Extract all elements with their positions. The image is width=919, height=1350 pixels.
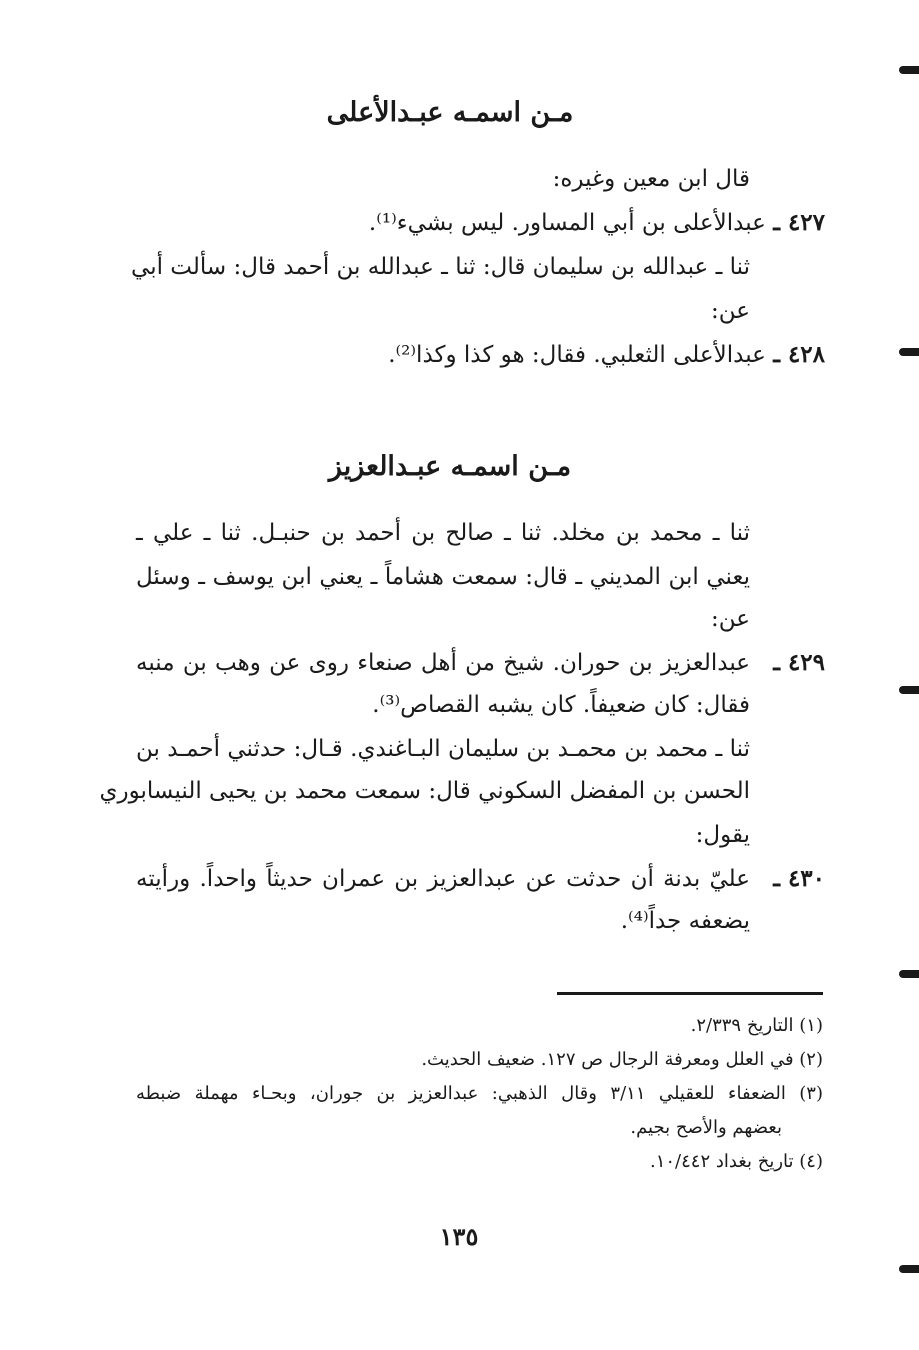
chain-line: ثنا ـ عبدالله بن سليمان قال: ثنا ـ عبدالله بن أحمد قال: سألت أبي: [131, 254, 750, 280]
entry-number: ٤٣٠ ـ: [773, 865, 825, 892]
chain-line: ثنا ـ محمد بن محمـد بن سليمان البـاغندي. قـال: حدثني أحمـد بن: [136, 736, 750, 762]
entry-number: ٤٢٩ ـ: [773, 649, 825, 676]
entry-428: [350, 340, 825, 370]
section-heading-abd-al-aziz: مـن اسمـه عبـدالعزيز: [328, 451, 572, 482]
footnote-3: (٣) الضعفاء للعقيلي ٣/١١ وقال الذهبي: عبدالعزيز بن جوران، وبحـاء مهملة ضبطه: [136, 1083, 823, 1104]
edge-mark: [899, 348, 919, 356]
footnote-divider: [557, 992, 823, 995]
footnote-4: (٤) تاريخ بغداد ١٠/٤٤٢.: [649, 1151, 823, 1172]
chain-line: الحسن بن المفضل السكوني قال: سمعت محمد بن يحيى النيسابوري: [99, 778, 750, 804]
edge-mark: [899, 686, 919, 694]
entry-text: عبدالأعلى بن أبي المساور. ليس بشيء⁽¹⁾.: [368, 210, 766, 236]
edge-mark: [899, 66, 919, 74]
entry-number: ٤٢٧ ـ: [773, 209, 825, 236]
intro-text: قال ابن معين وغيره:: [552, 166, 750, 192]
chain-line: يعني ابن المديني ـ قال: سمعت هشاماً ـ يعني ابن يوسف ـ وسئل: [136, 564, 750, 590]
entry-text: عبدالأعلى الثعلبي. فقال: هو كذا وكذا⁽²⁾.: [388, 342, 766, 368]
chain-line: عن:: [711, 298, 750, 324]
entry-text-line: عبدالعزيز بن حوران. شيخ من أهل صنعاء روى عن وهب بن منبه: [136, 650, 750, 676]
section-heading-abd-al-ala: مـن اسمـه عبـدالأعلى: [326, 97, 574, 128]
footnote-1: (١) التاريخ ٢/٣٣٩.: [690, 1015, 823, 1036]
entry-text-line: عليّ بدنة أن حدثت عن عبدالعزيز بن عمران حديثاً واحداً. ورأيته: [136, 866, 750, 892]
chain-line: ثنا ـ محمد بن مخلد. ثنا ـ صالح بن أحمد بن حنبـل. ثنا ـ علي ـ: [136, 520, 750, 546]
page-number: ١٣٥: [439, 1222, 479, 1251]
footnote-3-continued: بعضهم والأصح بجيم.: [630, 1117, 782, 1138]
entry-number: ٤٢٨ ـ: [773, 341, 825, 368]
footnote-2: (٢) في العلل ومعرفة الرجال ص ١٢٧. ضعيف الحديث.: [421, 1049, 823, 1070]
edge-mark: [899, 970, 919, 978]
entry-text-line: فقال: كان ضعيفاً. كان يشبه القصاص⁽³⁾.: [372, 692, 750, 718]
entry-427: [368, 208, 825, 238]
edge-mark: [899, 1265, 919, 1273]
chain-line: عن:: [711, 606, 750, 632]
chain-line: يقول:: [695, 822, 750, 848]
entry-text-line: يضعفه جداً⁽⁴⁾.: [620, 908, 750, 934]
